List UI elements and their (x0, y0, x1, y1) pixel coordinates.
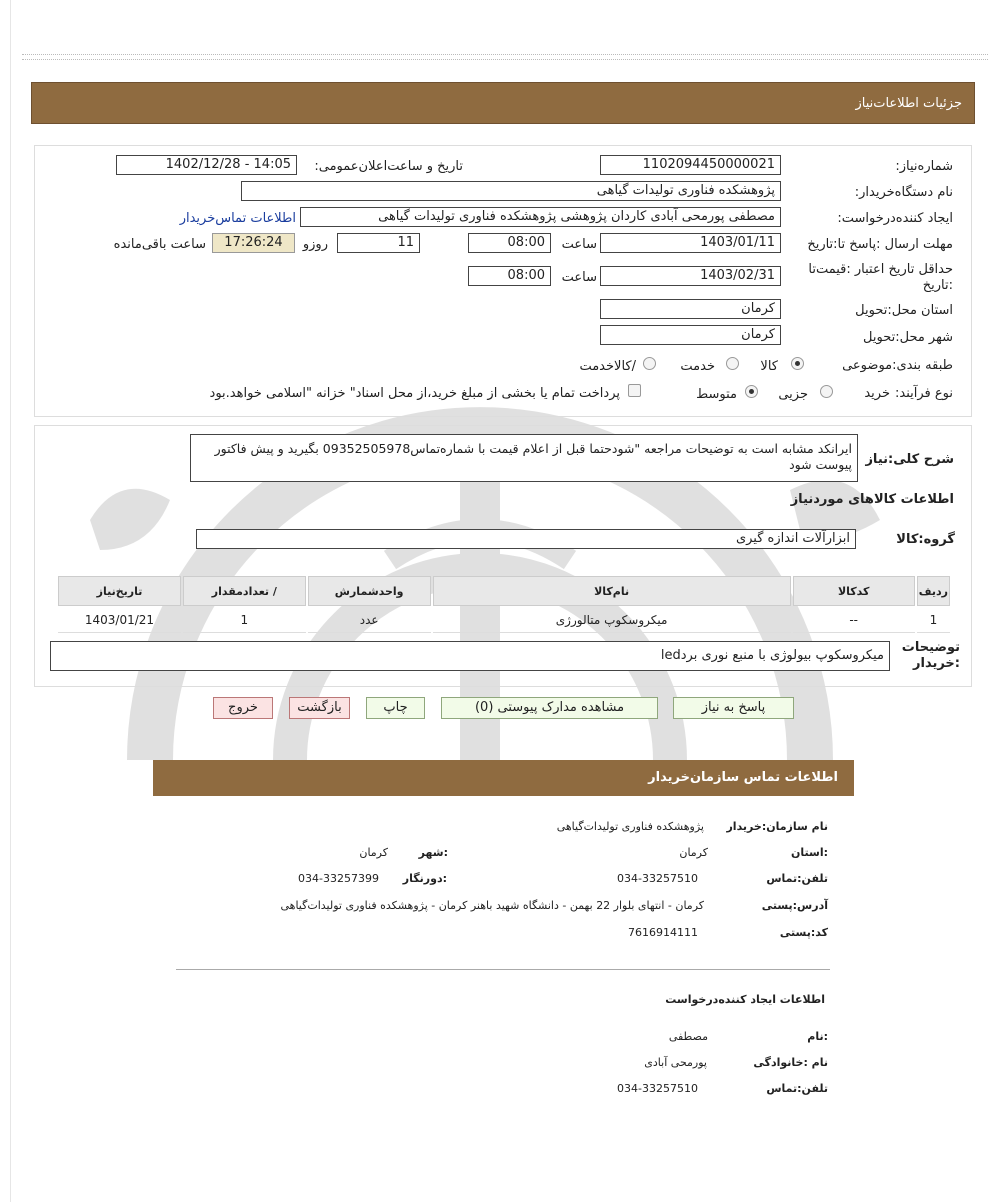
remaining-time-field: 17:26:24 (212, 233, 295, 253)
creator-field: مصطفی پورمحی آبادی کاردان پژوهشی پژوهشکده فناوری تولیدات گیاهی (300, 207, 781, 227)
goods-group-field: ابزارآلات اندازه گیری (196, 529, 856, 549)
contact-address-label: آدرس:پستی (761, 899, 828, 912)
table-header-code: کدکالا (793, 576, 915, 606)
requester-family-value: پورمحی آبادی (644, 1056, 707, 1069)
reply-button[interactable]: پاسخ به نیاز (673, 697, 794, 719)
category-both-label: /کالاخدمت (579, 359, 636, 374)
details-header (31, 82, 975, 124)
table-header-unit: واحدشمارش (308, 576, 431, 606)
city-label: شهر محل:تحویل (863, 330, 953, 345)
buyer-notes-label: توضیحات :خریدار (901, 640, 960, 671)
contact-city-label: :شهر (418, 846, 448, 859)
contact-address-value: کرمان - انتهای بلوار 22 بهمن - دانشگاه شهید باهنر کرمان - پژوهشکده فناوری تولیدات‌گیاهی (280, 899, 704, 912)
process-medium-label: متوسط (696, 387, 737, 402)
table-header-name: نام‌کالا (433, 576, 791, 606)
need-number-label: شماره‌نیاز: (895, 159, 953, 174)
requester-phone-label: تلفن:تماس (766, 1082, 828, 1095)
print-button[interactable]: چاپ (366, 697, 425, 719)
contact-city-value: کرمان (359, 846, 388, 859)
contact-org-value: پژوهشکده فناوری تولیدات‌گیاهی (556, 820, 704, 833)
table-header-row-num: ردیف (917, 576, 950, 606)
contact-postal-label: کد:پستی (779, 926, 828, 939)
details-header-title: جزئیات اطلاعات‌نیاز (855, 96, 962, 111)
contact-fax-label: :دورنگار (402, 872, 447, 885)
process-minor-label: جزیی (778, 387, 808, 402)
deadline-date-field: 1403/01/11 (600, 233, 781, 253)
contact-phone-label: تلفن:تماس (766, 872, 828, 885)
buyer-notes-field: میکروسکوپ بیولوژی با منبع نوری برد‌led (50, 641, 890, 671)
table-cell-date: 1403/01/21 (58, 608, 181, 633)
buyer-contact-link[interactable]: اطلاعات تماس‌خریدار (179, 211, 296, 226)
exit-button[interactable]: خروج (213, 697, 273, 719)
process-label: نوع فرآیند: (895, 386, 953, 401)
days-remaining-field: 11 (337, 233, 420, 253)
contact-province-value: کرمان (679, 846, 708, 859)
process-purchase-label: خرید (864, 386, 890, 401)
requester-name-value: مصطفی (668, 1030, 708, 1043)
contact-province-label: :استان (791, 846, 828, 859)
goods-group-label: گروه:کالا (896, 532, 955, 547)
validity-date-field: 1403/02/31 (600, 266, 781, 286)
table-cell-name: میکروسکوپ متالورژی (433, 608, 791, 633)
view-docs-button[interactable]: مشاهده مدارک پیوستی (0) (441, 697, 658, 719)
province-label: استان محل:تحویل (855, 303, 953, 318)
table-cell-row-num: 1 (917, 608, 950, 633)
category-service-radio[interactable] (726, 357, 739, 370)
treasury-checkbox[interactable] (628, 384, 641, 397)
deadline-time-label: ساعت (561, 237, 597, 252)
category-label: طبقه بندی:موضوعی (842, 358, 953, 373)
days-label: روزو (302, 237, 328, 252)
table-header-date: تاریخ‌نیاز (58, 576, 181, 606)
table-row (58, 608, 950, 633)
category-service-label: خدمت (680, 359, 715, 374)
description-field: ایرانکد مشابه است به توضیحات مراجعه "شودحتما قبل از اعلام قیمت با شماره‌تماس09352505978 بگیرید و پیش فاکتور پیوست شود (190, 434, 858, 482)
goods-info-title: اطلاعات کالاهای موردنیاز (790, 492, 954, 507)
province-field: کرمان (600, 299, 781, 319)
description-label: شرح کلی:نیاز (865, 452, 954, 467)
contact-phone-value: 034-33257510 (617, 872, 698, 885)
creator-label: ایجاد کننده‌درخواست: (837, 211, 953, 226)
category-both-radio[interactable] (643, 357, 656, 370)
top-divider (22, 54, 988, 60)
requester-family-label: نام :خانوادگی (753, 1056, 828, 1069)
buyer-contact-header (153, 760, 854, 796)
announce-date-field: 1402/12/28 - 14:05 (116, 155, 297, 175)
category-goods-label: کالا (760, 359, 778, 374)
contact-fax-value: 034-33257399 (298, 872, 379, 885)
goods-table (56, 574, 952, 635)
buyer-org-label: نام دستگاه‌خریدار: (854, 185, 953, 200)
validity-label: حداقل تاریخ اعتبار :قیمت‌تا :تاریخ (808, 262, 953, 293)
contact-postal-value: 7616914111 (628, 926, 698, 939)
requester-name-label: :نام (807, 1030, 828, 1043)
table-header-qty: / تعدادمقدار (183, 576, 306, 606)
requester-phone-value: 034-33257510 (617, 1082, 698, 1095)
buyer-contact-title: اطلاعات تماس سازمان‌خریدار (648, 770, 838, 785)
deadline-label: مهلت ارسال :پاسخ تا:تاریخ (807, 237, 953, 252)
city-field: کرمان (600, 325, 781, 345)
need-number-field: 1102094450000021 (600, 155, 781, 175)
back-button[interactable]: بازگشت (289, 697, 350, 719)
deadline-time-field: 08:00 (468, 233, 551, 253)
buyer-org-field: پژوهشکده فناوری تولیدات گیاهی (241, 181, 781, 201)
category-goods-radio[interactable] (791, 357, 804, 370)
remaining-time-label: ساعت باقی‌مانده (113, 237, 206, 252)
validity-time-field: 08:00 (468, 266, 551, 286)
table-cell-code: -- (793, 608, 915, 633)
announce-date-label: تاریخ و ساعت‌اعلان‌عمومی: (314, 159, 463, 174)
table-cell-unit: عدد (308, 608, 431, 633)
treasury-note: پرداخت تمام یا بخشی از مبلغ خرید،از محل اسناد" خزانه "اسلامی خواهد.بود (209, 386, 620, 401)
table-cell-qty: 1 (183, 608, 306, 633)
contact-divider (176, 969, 830, 970)
process-medium-radio[interactable] (745, 385, 758, 398)
process-minor-radio[interactable] (820, 385, 833, 398)
requester-title: اطلاعات ایجاد کننده‌درخواست (665, 993, 825, 1006)
contact-org-label: نام سازمان:خریدار (726, 820, 828, 833)
validity-time-label: ساعت (561, 270, 597, 285)
